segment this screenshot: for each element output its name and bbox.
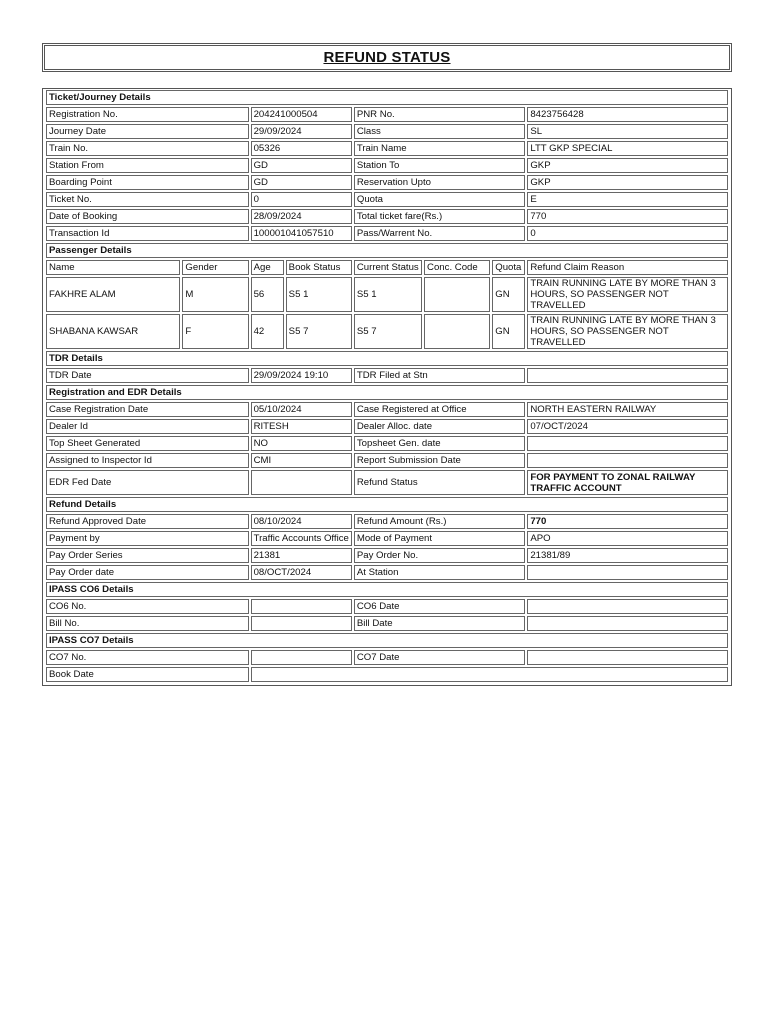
field-label: EDR Fed Date xyxy=(46,470,249,495)
field-label: Registration No. xyxy=(46,107,249,122)
field-value xyxy=(251,616,352,631)
passenger-row xyxy=(46,277,728,312)
table-row xyxy=(46,158,728,173)
section-heading-edr: Registration and EDR Details xyxy=(46,385,728,400)
field-label: Class xyxy=(354,124,525,139)
page-title: REFUND STATUS xyxy=(323,49,451,66)
column-header: Quota xyxy=(492,260,525,275)
refund-amount-value: 770 xyxy=(527,514,728,529)
field-value: GD xyxy=(251,175,352,190)
field-label: Transaction Id xyxy=(46,226,249,241)
field-value: Traffic Accounts Office xyxy=(251,531,352,546)
field-value: SL xyxy=(527,124,728,139)
field-label: Pay Order date xyxy=(46,565,249,580)
field-label: Payment by xyxy=(46,531,249,546)
field-value xyxy=(251,650,352,665)
field-value xyxy=(251,667,728,682)
section-heading-passenger: Passenger Details xyxy=(46,243,728,258)
column-header: Book Status xyxy=(286,260,352,275)
field-label: Reservation Upto xyxy=(354,175,525,190)
field-value: GD xyxy=(251,158,352,173)
table-row xyxy=(46,419,728,434)
field-label: Mode of Payment xyxy=(354,531,525,546)
table-row xyxy=(46,141,728,156)
section-heading-refund: Refund Details xyxy=(46,497,728,512)
table-row xyxy=(46,650,728,665)
field-value xyxy=(527,599,728,614)
field-value: RITESH xyxy=(251,419,352,434)
conc-code xyxy=(424,277,490,312)
field-label: Ticket No. xyxy=(46,192,249,207)
field-value: 0 xyxy=(251,192,352,207)
field-value xyxy=(527,368,728,383)
field-label: TDR Filed at Stn xyxy=(354,368,525,383)
field-label: Station To xyxy=(354,158,525,173)
title-frame xyxy=(42,43,732,72)
field-value: 29/09/2024 xyxy=(251,124,352,139)
column-header: Age xyxy=(251,260,284,275)
field-label: Refund Amount (Rs.) xyxy=(354,514,525,529)
field-value: 21381/89 xyxy=(527,548,728,563)
field-value: CMI xyxy=(251,453,352,468)
table-row xyxy=(46,402,728,417)
column-header: Gender xyxy=(182,260,248,275)
field-label: Train No. xyxy=(46,141,249,156)
field-label: Dealer Id xyxy=(46,419,249,434)
field-label: Book Date xyxy=(46,667,249,682)
table-row xyxy=(46,192,728,207)
table-header-row xyxy=(46,260,728,275)
passenger-name: FAKHRE ALAM xyxy=(46,277,180,312)
field-label: Refund Approved Date xyxy=(46,514,249,529)
book-status: S5 7 xyxy=(286,314,352,349)
field-label: Top Sheet Generated xyxy=(46,436,249,451)
field-value: 21381 xyxy=(251,548,352,563)
field-value: 08/OCT/2024 xyxy=(251,565,352,580)
field-label: Pass/Warrent No. xyxy=(354,226,525,241)
table-row xyxy=(46,599,728,614)
field-label: Train Name xyxy=(354,141,525,156)
table-row xyxy=(46,616,728,631)
field-value xyxy=(527,616,728,631)
table-row xyxy=(46,470,728,495)
passenger-row xyxy=(46,314,728,349)
table-row xyxy=(46,209,728,224)
field-label: Refund Status xyxy=(354,470,525,495)
field-value: NORTH EASTERN RAILWAY xyxy=(527,402,728,417)
field-label: CO7 Date xyxy=(354,650,525,665)
field-value: 07/OCT/2024 xyxy=(527,419,728,434)
field-value: 05326 xyxy=(251,141,352,156)
section-heading-tdr: TDR Details xyxy=(46,351,728,366)
column-header: Conc. Code xyxy=(424,260,490,275)
refund-status-table xyxy=(44,88,730,684)
field-label: Total ticket fare(Rs.) xyxy=(354,209,525,224)
field-label: CO6 Date xyxy=(354,599,525,614)
table-row xyxy=(46,453,728,468)
passenger-age: 42 xyxy=(251,314,284,349)
passenger-age: 56 xyxy=(251,277,284,312)
field-label: Date of Booking xyxy=(46,209,249,224)
field-value: NO xyxy=(251,436,352,451)
field-value: GKP xyxy=(527,158,728,173)
section-heading-co6: IPASS CO6 Details xyxy=(46,582,728,597)
field-value: LTT GKP SPECIAL xyxy=(527,141,728,156)
field-label: Pay Order No. xyxy=(354,548,525,563)
field-label: Quota xyxy=(354,192,525,207)
passenger-name: SHABANA KAWSAR xyxy=(46,314,180,349)
field-label: Report Submission Date xyxy=(354,453,525,468)
field-value: 770 xyxy=(527,209,728,224)
field-label: At Station xyxy=(354,565,525,580)
field-value: 08/10/2024 xyxy=(251,514,352,529)
table-row xyxy=(46,667,728,682)
field-label: Topsheet Gen. date xyxy=(354,436,525,451)
field-value: 05/10/2024 xyxy=(251,402,352,417)
refund-claim-reason: TRAIN RUNNING LATE BY MORE THAN 3 HOURS, SO PASSENGER NOT TRAVELLED xyxy=(527,277,728,312)
column-header: Refund Claim Reason xyxy=(527,260,728,275)
book-status: S5 1 xyxy=(286,277,352,312)
table-row xyxy=(46,175,728,190)
field-value xyxy=(527,565,728,580)
field-label: CO6 No. xyxy=(46,599,249,614)
refund-claim-reason: TRAIN RUNNING LATE BY MORE THAN 3 HOURS, SO PASSENGER NOT TRAVELLED xyxy=(527,314,728,349)
table-row xyxy=(46,124,728,139)
section-heading-ticket: Ticket/Journey Details xyxy=(46,90,728,105)
field-value: 8423756428 xyxy=(527,107,728,122)
passenger-quota: GN xyxy=(492,277,525,312)
passenger-gender: F xyxy=(182,314,248,349)
field-value: APO xyxy=(527,531,728,546)
field-label: Dealer Alloc. date xyxy=(354,419,525,434)
field-value: 204241000504 xyxy=(251,107,352,122)
field-value xyxy=(527,453,728,468)
column-header: Name xyxy=(46,260,180,275)
column-header: Current Status xyxy=(354,260,422,275)
section-heading-co7: IPASS CO7 Details xyxy=(46,633,728,648)
field-label: PNR No. xyxy=(354,107,525,122)
field-label: Journey Date xyxy=(46,124,249,139)
field-value xyxy=(251,599,352,614)
field-label: Boarding Point xyxy=(46,175,249,190)
table-row xyxy=(46,368,728,383)
table-row xyxy=(46,565,728,580)
table-row xyxy=(46,514,728,529)
refund-details-frame xyxy=(42,88,732,686)
field-label: Case Registered at Office xyxy=(354,402,525,417)
table-row xyxy=(46,548,728,563)
field-value xyxy=(527,436,728,451)
field-value xyxy=(251,470,352,495)
field-label: Bill Date xyxy=(354,616,525,631)
passenger-quota: GN xyxy=(492,314,525,349)
field-label: CO7 No. xyxy=(46,650,249,665)
title-box xyxy=(44,45,730,70)
table-row xyxy=(46,226,728,241)
field-label: TDR Date xyxy=(46,368,249,383)
field-label: Bill No. xyxy=(46,616,249,631)
table-row xyxy=(46,531,728,546)
field-label: Assigned to Inspector Id xyxy=(46,453,249,468)
field-value: 0 xyxy=(527,226,728,241)
conc-code xyxy=(424,314,490,349)
refund-status-value: FOR PAYMENT TO ZONAL RAILWAY TRAFFIC ACCOUNT xyxy=(527,470,728,495)
field-label: Station From xyxy=(46,158,249,173)
passenger-gender: M xyxy=(182,277,248,312)
current-status: S5 1 xyxy=(354,277,422,312)
table-row xyxy=(46,436,728,451)
field-value: 28/09/2024 xyxy=(251,209,352,224)
field-value: 100001041057510 xyxy=(251,226,352,241)
field-label: Pay Order Series xyxy=(46,548,249,563)
field-label: Case Registration Date xyxy=(46,402,249,417)
table-row xyxy=(46,107,728,122)
field-value: E xyxy=(527,192,728,207)
field-value: GKP xyxy=(527,175,728,190)
field-value xyxy=(527,650,728,665)
current-status: S5 7 xyxy=(354,314,422,349)
field-value: 29/09/2024 19:10 xyxy=(251,368,352,383)
